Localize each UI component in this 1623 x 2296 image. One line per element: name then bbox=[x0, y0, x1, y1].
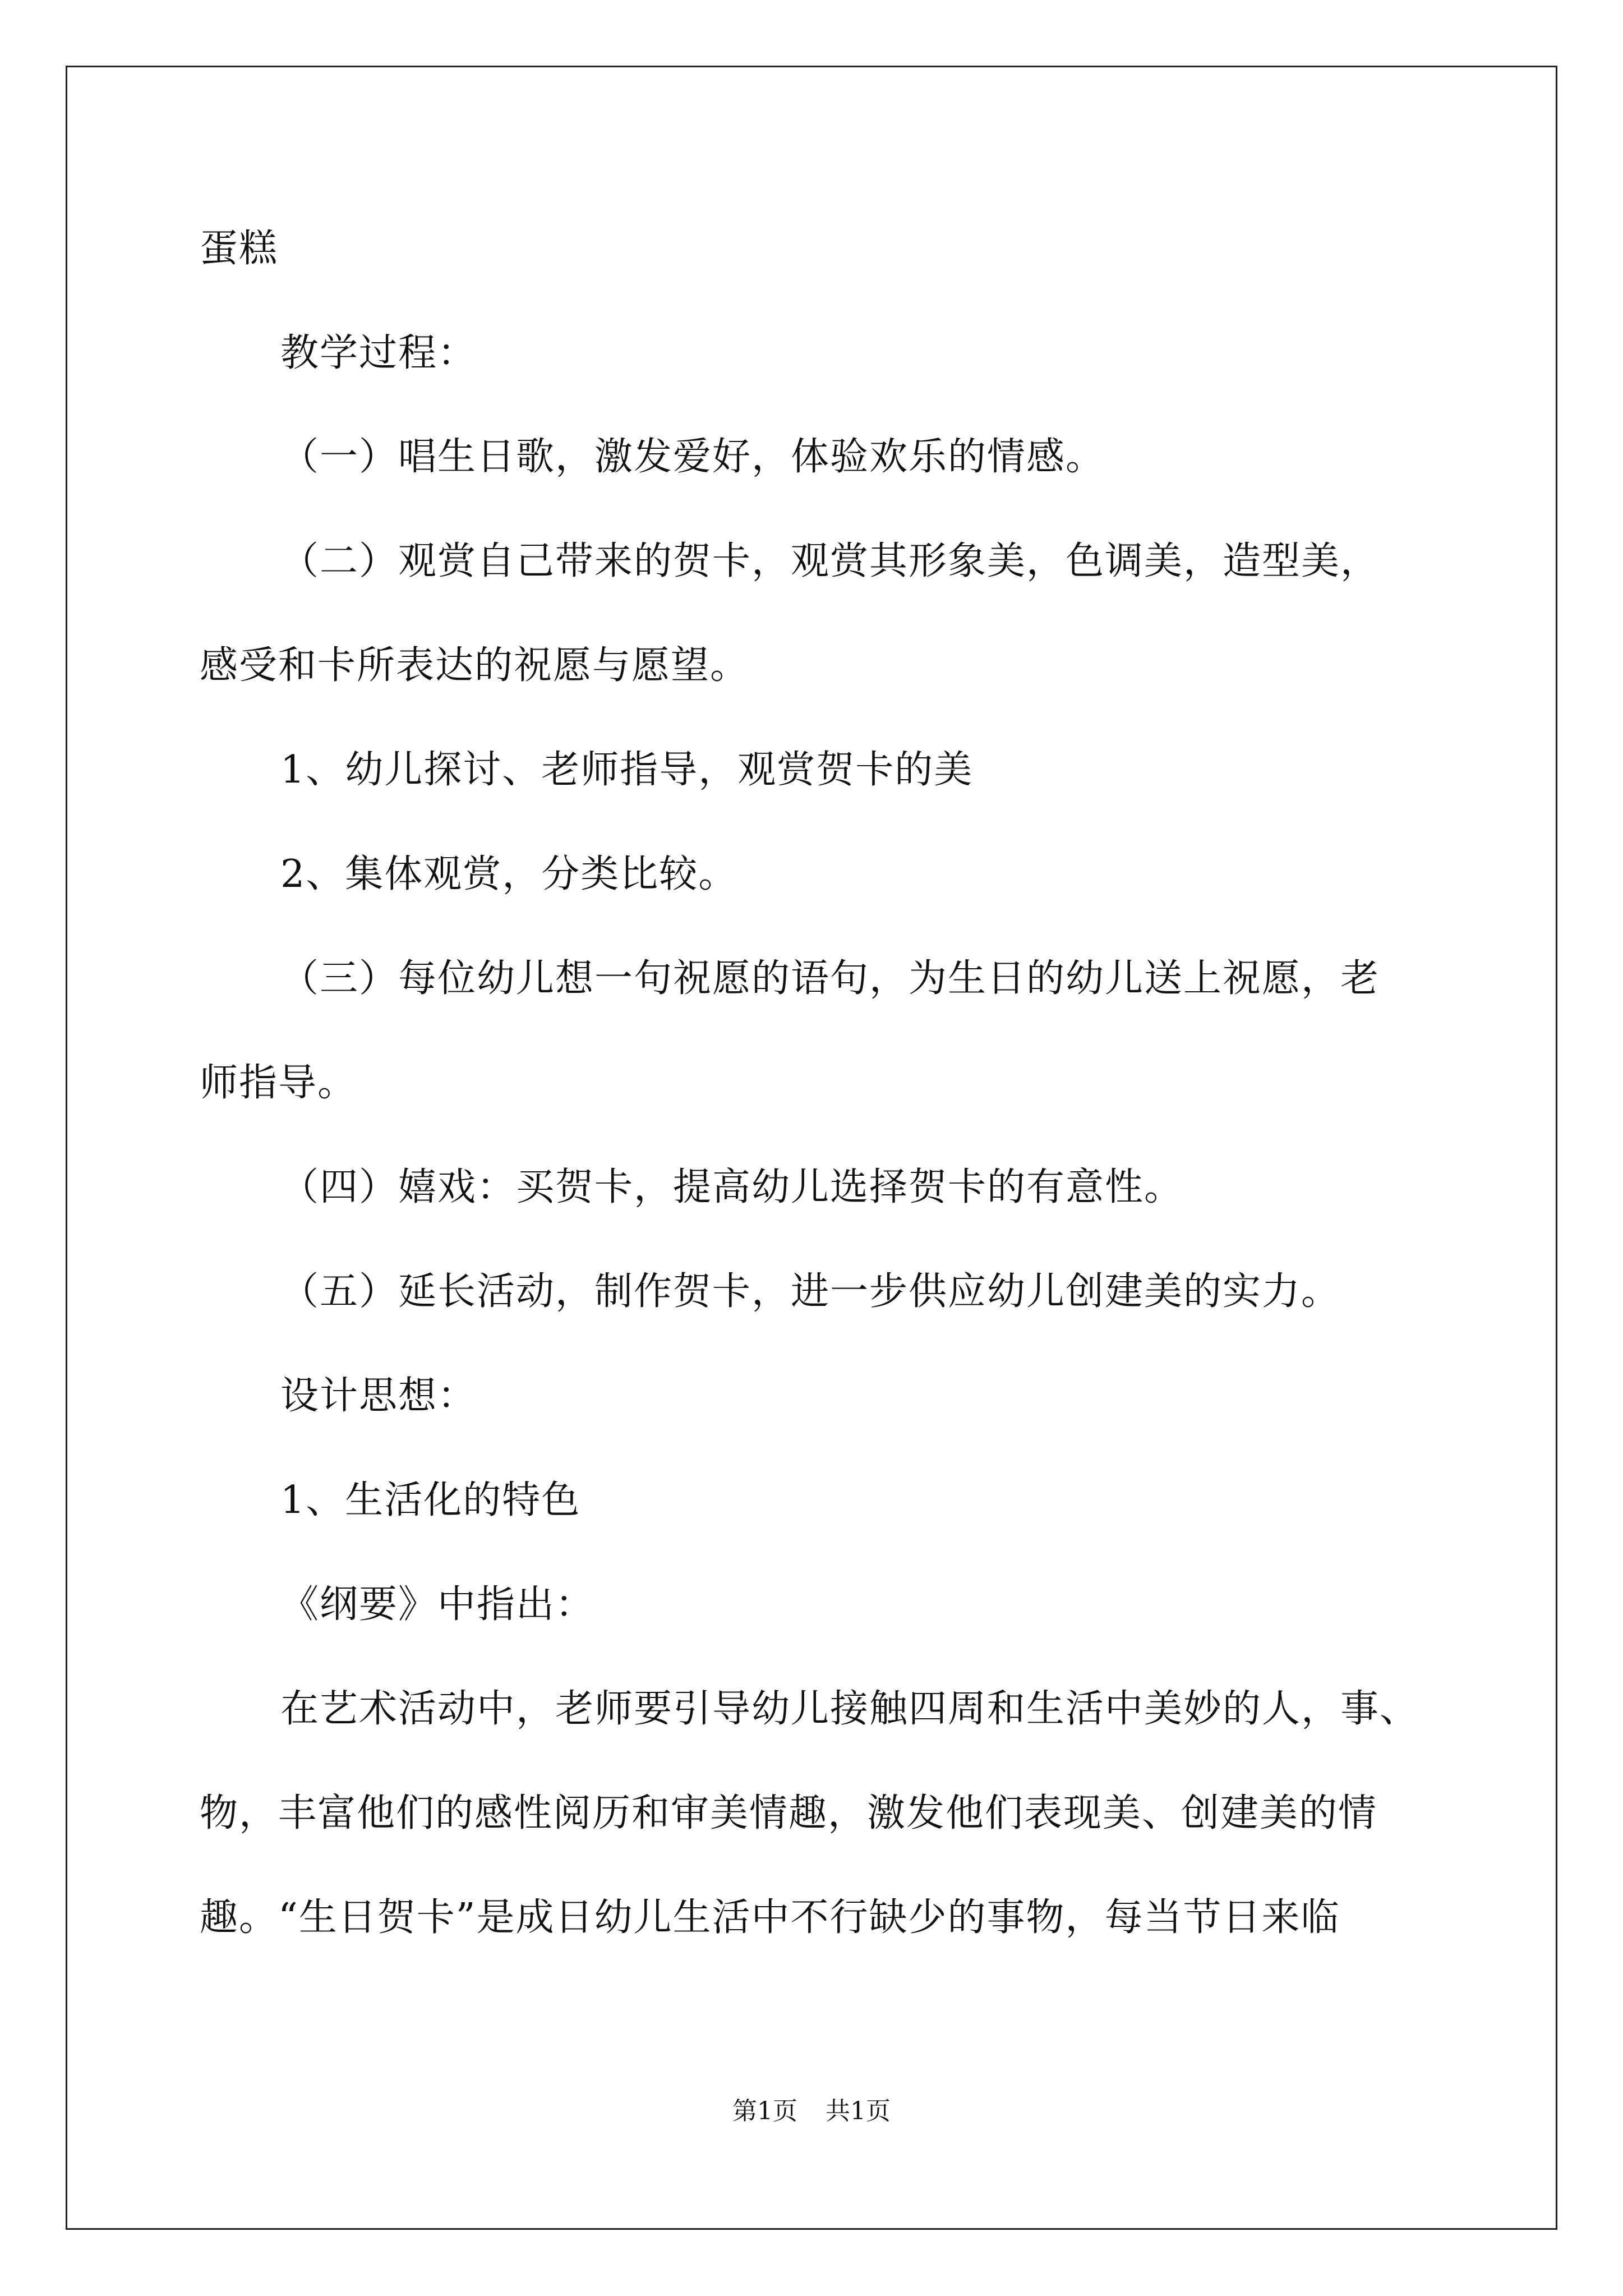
text-line: （二）观赏自己带来的贺卡，观赏其形象美，色调美，造型美， bbox=[280, 539, 1380, 583]
page-total: 共1页 bbox=[826, 2097, 891, 2125]
text-line: 师指导。 bbox=[200, 1061, 357, 1105]
page-number: 第1页 bbox=[732, 2097, 797, 2125]
section-heading: 设计思想： bbox=[280, 1374, 477, 1418]
text-line: 感受和卡所表达的祝愿与愿望。 bbox=[200, 643, 750, 688]
text-line: 1、幼儿探讨、老师指导，观赏贺卡的美 bbox=[280, 748, 974, 792]
section-heading: 教学过程： bbox=[280, 331, 477, 375]
text-line: 蛋糕 bbox=[200, 227, 279, 271]
text-line: （一）唱生日歌，激发爱好，体验欢乐的情感。 bbox=[280, 435, 1105, 479]
text-line: （三）每位幼儿想一句祝愿的语句，为生日的幼儿送上祝愿，老 bbox=[280, 956, 1380, 1001]
text-line: 趣。“生日贺卡”是成日幼儿生活中不行缺少的事物，每当节日来临 bbox=[200, 1895, 1340, 1940]
text-line: 1、生活化的特色 bbox=[280, 1478, 581, 1522]
text-line: 《纲要》中指出： bbox=[280, 1582, 595, 1627]
text-line: 2、集体观赏，分类比较。 bbox=[280, 852, 738, 896]
text-line: 在艺术活动中，老师要引导幼儿接触四周和生活中美妙的人，事、 bbox=[280, 1687, 1419, 1731]
text-line: 物，丰富他们的感性阅历和审美情趣，激发他们表现美、创建美的情 bbox=[200, 1791, 1378, 1835]
page-footer bbox=[0, 2099, 1623, 2124]
text-line: （四）嬉戏：买贺卡，提高幼儿选择贺卡的有意性。 bbox=[280, 1165, 1184, 1209]
text-line: （五）延长活动，制作贺卡，进一步供应幼儿创建美的实力。 bbox=[280, 1269, 1341, 1314]
